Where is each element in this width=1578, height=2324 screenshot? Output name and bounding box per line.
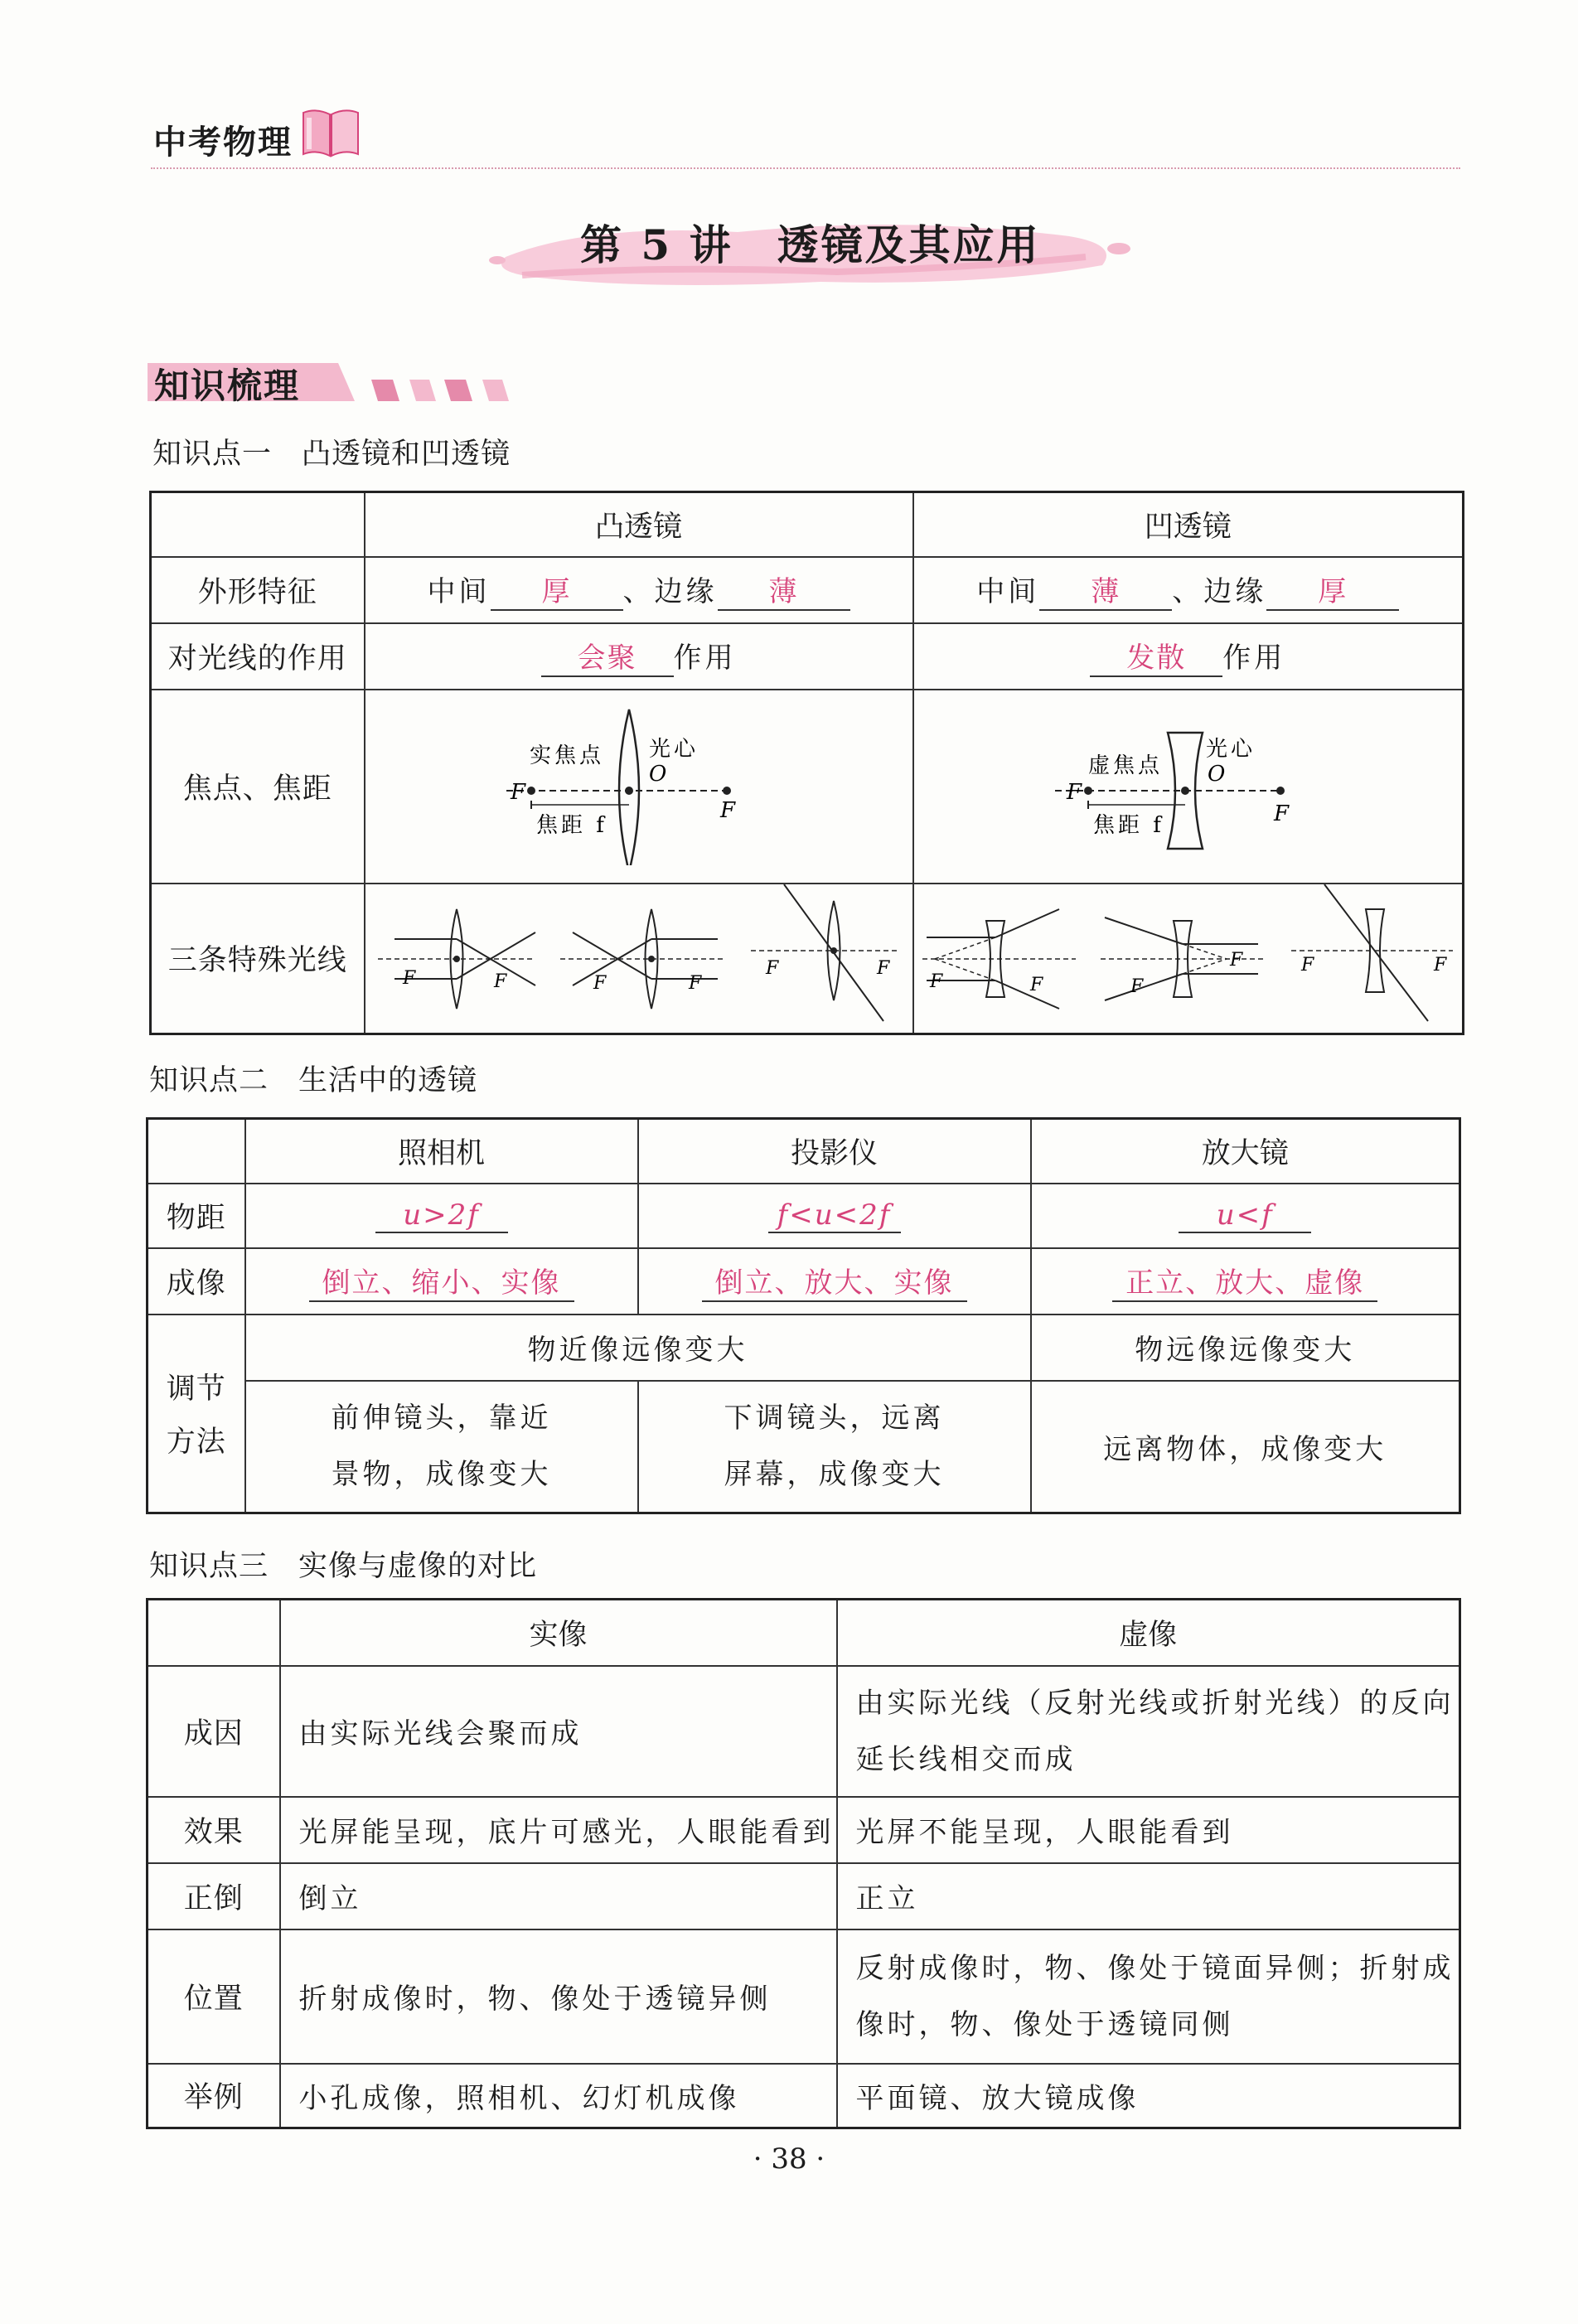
header-projector: 投影仪 xyxy=(638,1119,1031,1184)
answer-fill: 薄 xyxy=(1039,569,1172,611)
virtual-cell: 光屏不能呈现，人眼能看到 xyxy=(837,1797,1460,1863)
svg-text:F: F xyxy=(1301,954,1318,976)
answer-fill: u<f xyxy=(1179,1198,1311,1233)
row-label: 效果 xyxy=(148,1797,280,1863)
focus-point-right xyxy=(723,787,731,795)
camera-image xyxy=(245,1248,638,1315)
f-label: F xyxy=(719,798,738,823)
convex-focus-diagram xyxy=(506,700,772,865)
virtual-cell: 平面镜、放大镜成像 xyxy=(837,2064,1460,2128)
magnifier-image xyxy=(1031,1248,1460,1315)
header-virtual: 虚像 xyxy=(837,1600,1460,1666)
svg-text:F: F xyxy=(876,957,893,979)
row-label-focus: 焦点、焦距 xyxy=(151,690,365,884)
table-row xyxy=(148,1315,1460,1381)
real-cell: 小孔成像，照相机、幻灯机成像 xyxy=(280,2064,837,2128)
header-camera: 照相机 xyxy=(245,1119,638,1184)
table-row xyxy=(148,1600,1460,1666)
row-label-rays: 三条特殊光线 xyxy=(151,884,365,1034)
kp1-title: 知识点一 凸透镜和凹透镜 xyxy=(152,438,511,471)
concave-focus-diagram xyxy=(1055,700,1320,865)
focus-point-right xyxy=(1276,787,1285,795)
answer-fill: 厚 xyxy=(491,569,623,611)
f-label: F xyxy=(1067,780,1086,805)
convex-focus-diagram-cell xyxy=(365,690,913,884)
table-row xyxy=(148,1248,1460,1315)
answer-fill: f<u<2f xyxy=(768,1198,901,1233)
virtual-cell: 正立 xyxy=(837,1863,1460,1929)
real-cell: 倒立 xyxy=(280,1863,837,1929)
virtual-cell: 反射成像时，物、像处于镜面异侧；折射成像时，物、像处于透镜同侧 xyxy=(837,1929,1460,2064)
ray-through-center-convex xyxy=(751,884,900,1021)
table-row xyxy=(148,1797,1460,1863)
concave-rays-diagram xyxy=(918,884,1457,1025)
answer-fill: 厚 xyxy=(1266,569,1399,611)
table-row xyxy=(148,1184,1460,1248)
virtual-focus-label: 虚焦点 xyxy=(1088,753,1164,778)
svg-text:F: F xyxy=(1434,954,1450,976)
row-label-image: 成像 xyxy=(148,1248,245,1315)
real-cell: 由实际光线会聚而成 xyxy=(280,1666,837,1797)
svg-text:F: F xyxy=(493,971,510,992)
header-empty xyxy=(148,1119,245,1184)
answer-fill: 倒立、放大、实像 xyxy=(702,1260,967,1302)
lecture-title: 第 5 讲 透镜及其应用 xyxy=(580,220,1041,269)
virtual-cell: 由实际光线（反射光线或折射光线）的反向延长线相交而成 xyxy=(837,1666,1460,1797)
applications-table xyxy=(146,1117,1461,1514)
ray-through-focus-convex xyxy=(560,909,726,1009)
concave-effect xyxy=(913,623,1464,690)
table-row xyxy=(151,884,1464,1034)
concave-shape xyxy=(913,557,1464,623)
table-row xyxy=(151,492,1464,557)
convex-effect xyxy=(365,623,913,690)
o-label: O xyxy=(1208,762,1229,787)
svg-text:F: F xyxy=(1230,949,1246,971)
camera-adjust xyxy=(245,1381,638,1513)
table-row xyxy=(151,623,1464,690)
table-row xyxy=(148,1119,1460,1184)
ray-toward-focus-concave xyxy=(1101,917,1266,1000)
focal-length-label: 焦距 f xyxy=(1093,813,1165,838)
table-row xyxy=(151,557,1464,623)
row-label-effect: 对光线的作用 xyxy=(151,623,365,690)
table-row xyxy=(148,1863,1460,1929)
svg-text:F: F xyxy=(1130,976,1147,997)
row-label: 成因 xyxy=(148,1666,280,1797)
svg-text:F: F xyxy=(593,972,609,994)
ray-parallel-concave xyxy=(922,909,1076,1009)
answer-fill: 薄 xyxy=(718,569,850,611)
o-label: O xyxy=(648,762,670,787)
table-row xyxy=(148,1381,1460,1513)
table-row xyxy=(148,2064,1460,2128)
header-empty xyxy=(151,492,365,557)
answer-fill: 发散 xyxy=(1090,635,1222,677)
optical-center-label: 光心 xyxy=(1206,737,1256,762)
text-line: 前伸镜头，靠近 xyxy=(331,1402,552,1436)
text: 、边缘 xyxy=(622,575,718,608)
row-label: 举例 xyxy=(148,2064,280,2128)
magnifier-adjust: 远离物体，成像变大 xyxy=(1031,1381,1460,1513)
optical-center xyxy=(1181,787,1189,795)
concave-rays-cell xyxy=(913,884,1464,1034)
text: 作用 xyxy=(673,642,737,675)
text: 中间 xyxy=(976,575,1040,608)
lens-table xyxy=(149,491,1464,1035)
real-focus-label: 实焦点 xyxy=(529,743,604,768)
table-row xyxy=(148,1929,1460,2064)
row-label-shape: 外形特征 xyxy=(151,557,365,623)
section-label: 知识梳理 xyxy=(154,366,301,406)
label-line: 调节 xyxy=(166,1373,226,1407)
f-label: F xyxy=(510,780,529,805)
real-virtual-table xyxy=(146,1598,1461,2129)
convex-rays-cell xyxy=(365,884,913,1034)
focus-point-left xyxy=(1084,787,1092,795)
projector-image xyxy=(638,1248,1031,1315)
svg-text:F: F xyxy=(930,971,946,992)
book-icon xyxy=(298,104,363,159)
row-label-adjust xyxy=(148,1315,245,1513)
header-magnifier: 放大镜 xyxy=(1031,1119,1460,1184)
camera-distance xyxy=(245,1184,638,1248)
magnifier-distance xyxy=(1031,1184,1460,1248)
header-empty xyxy=(148,1600,280,1666)
projector-adjust xyxy=(638,1381,1031,1513)
kp2-title: 知识点二 生活中的透镜 xyxy=(149,1064,478,1097)
text: 作用 xyxy=(1222,642,1286,675)
table-row xyxy=(151,690,1464,884)
label-line: 方法 xyxy=(166,1426,226,1460)
text: 中间 xyxy=(427,575,491,608)
real-image-rule: 物近像远像变大 xyxy=(245,1315,1031,1381)
row-label: 正倒 xyxy=(148,1863,280,1929)
answer-fill: 倒立、缩小、实像 xyxy=(309,1260,574,1302)
text-line: 屏幕，成像变大 xyxy=(724,1458,945,1492)
real-cell: 光屏能呈现，底片可感光，人眼能看到 xyxy=(280,1797,837,1863)
row-label: 位置 xyxy=(148,1929,280,2064)
svg-text:F: F xyxy=(402,967,419,989)
header-real: 实像 xyxy=(280,1600,837,1666)
text-line: 景物，成像变大 xyxy=(331,1458,552,1492)
concave-focus-diagram-cell xyxy=(913,690,1464,884)
header-concave: 凹透镜 xyxy=(913,492,1464,557)
table-row xyxy=(148,1666,1460,1797)
ray-through-center-concave xyxy=(1291,884,1453,1021)
projector-distance xyxy=(638,1184,1031,1248)
optical-center-label: 光心 xyxy=(648,737,699,762)
answer-fill: 会聚 xyxy=(541,635,674,677)
convex-rays-diagram xyxy=(370,884,908,1025)
svg-text:F: F xyxy=(765,957,782,979)
svg-text:F: F xyxy=(1030,974,1047,995)
text: 、边缘 xyxy=(1172,575,1267,608)
answer-fill: 正立、放大、虚像 xyxy=(1112,1260,1377,1302)
kp3-title: 知识点三 实像与虚像的对比 xyxy=(149,1550,538,1583)
book-title: 中考物理 xyxy=(153,123,293,162)
page-number: · 38 · xyxy=(753,2142,825,2176)
focal-length-label: 焦距 f xyxy=(535,813,607,838)
f-label: F xyxy=(1274,801,1293,826)
svg-text:F: F xyxy=(688,972,704,994)
virtual-image-rule: 物远像远像变大 xyxy=(1031,1315,1460,1381)
ray-parallel-convex xyxy=(378,909,535,1009)
text-line: 下调镜头，远离 xyxy=(724,1402,945,1436)
real-cell: 折射成像时，物、像处于透镜异侧 xyxy=(280,1929,837,2064)
answer-fill: u>2f xyxy=(375,1198,508,1233)
header-divider xyxy=(151,167,1460,169)
row-label-distance: 物距 xyxy=(148,1184,245,1248)
convex-shape xyxy=(365,557,913,623)
optical-center xyxy=(625,787,633,795)
header-convex: 凸透镜 xyxy=(365,492,913,557)
